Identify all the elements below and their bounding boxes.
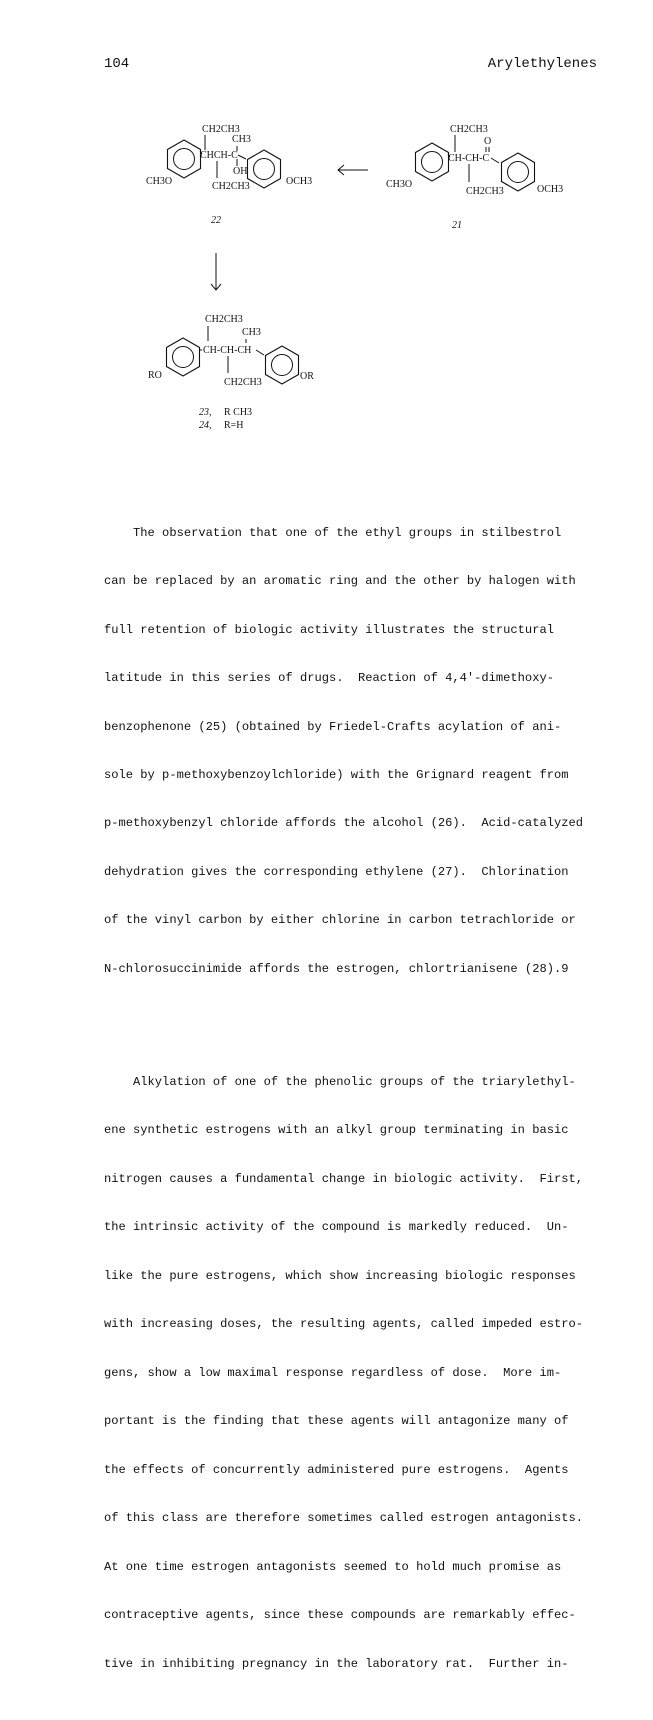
carbonyl-oxygen: O [484,136,492,147]
text-line: latitude in this series of drugs. Reaction of 4,4'-dimethoxy- [104,671,554,686]
page-number: 104 [104,56,130,72]
text-line: p-methoxybenzyl chloride affords the alcohol (26). Acid-catalyzed [104,816,583,831]
benzene-ring-right [266,346,299,384]
text-line: At one time estrogen antagonists seemed to hold much promise as [104,1559,562,1574]
paragraph-2 [104,1042,604,1704]
text-line: can be replaced by an aromatic ring and the other by halogen with [104,574,576,589]
chain: CH-CH-C [448,153,490,164]
chain: CH-CH-CH [203,345,252,356]
text-line: the effects of concurrently administered pure estrogens. Agents [104,1462,569,1477]
ethyl-bottom: CH2CH3 [212,181,250,192]
running-title: Arylethylenes [487,56,597,72]
r-group-24: R=H [224,420,244,431]
methoxy-left: CH3O [386,179,413,190]
text-line: portant is the finding that these agents will antagonize many of [104,1414,569,1429]
methyl: CH3 [232,134,251,145]
text-line: nitrogen causes a fundamental change in biologic activity. First, [104,1171,583,1186]
methyl: CH3 [242,327,261,338]
ethyl-bottom: CH2CH3 [466,186,504,197]
text-line: The observation that one of the ethyl groups in stilbestrol [104,525,562,540]
text-line: full retention of biologic activity illustrates the structural [104,622,554,637]
ethyl-top: CH2CH3 [450,124,488,135]
body-text [104,460,604,1720]
text-line: N-chlorosuccinimide affords the estrogen, chlortrianisene (28).9 [104,961,569,976]
arrow-down [211,253,221,290]
text-line: sole by p-methoxybenzoylchloride) with the Grignard reagent from [104,767,569,782]
text-line: contraceptive agents, since these compounds are remarkably effec- [104,1608,576,1623]
compound-label-22: 22 [211,215,221,226]
ethyl-bottom: CH2CH3 [224,377,262,388]
text-line: of this class are therefore sometimes called estrogen antagonists. [104,1511,583,1526]
methoxy-right: OCH3 [286,176,313,187]
text-line: ene synthetic estrogens with an alkyl group terminating in basic [104,1123,569,1138]
arrow-left [338,165,368,175]
text-line: like the pure estrogens, which show increasing biologic responses [104,1268,576,1283]
text-line: of the vinyl carbon by either chlorine in carbon tetrachloride or [104,913,576,928]
methoxy-left: CH3O [146,176,173,187]
text-line: benzophenone (25) (obtained by Friedel-Crafts acylation of ani- [104,719,562,734]
compound-label-24: 24, [199,420,212,431]
methoxy-right: OCH3 [537,184,564,195]
text-line: the intrinsic activity of the compound is markedly reduced. Un- [104,1220,569,1235]
chemical-scheme [0,0,653,460]
paragraph-1 [104,492,604,1009]
ethyl-top: CH2CH3 [205,314,243,325]
benzene-ring-left [416,143,449,181]
structure-21 [386,124,563,231]
text-line: tive in inhibiting pregnancy in the laboratory rat. Further in- [104,1656,569,1671]
text-line: with increasing doses, the resulting agents, called impeded estro- [104,1317,583,1332]
or-substituent: OR [300,371,314,382]
ro-substituent: RO [148,370,162,381]
ethyl-top: CH2CH3 [202,124,240,135]
r-group-23: R CH3 [224,407,253,418]
structure-22 [146,124,312,226]
compound-label-21: 21 [452,220,462,231]
structure-23-24 [148,314,314,431]
compound-label-23: 23, [199,407,212,418]
text-line: dehydration gives the corresponding ethylene (27). Chlorination [104,864,569,879]
benzene-ring-right [502,153,535,191]
benzene-ring-left [168,140,201,178]
text-line: gens, show a low maximal response regardless of dose. More im- [104,1365,562,1380]
benzene-ring-right [248,150,281,188]
text-line: Alkylation of one of the phenolic groups of the triarylethyl- [104,1074,576,1089]
hydroxyl: OH [233,166,248,177]
chch-chain: CHCH-C [200,150,238,161]
benzene-ring-left [167,338,200,376]
